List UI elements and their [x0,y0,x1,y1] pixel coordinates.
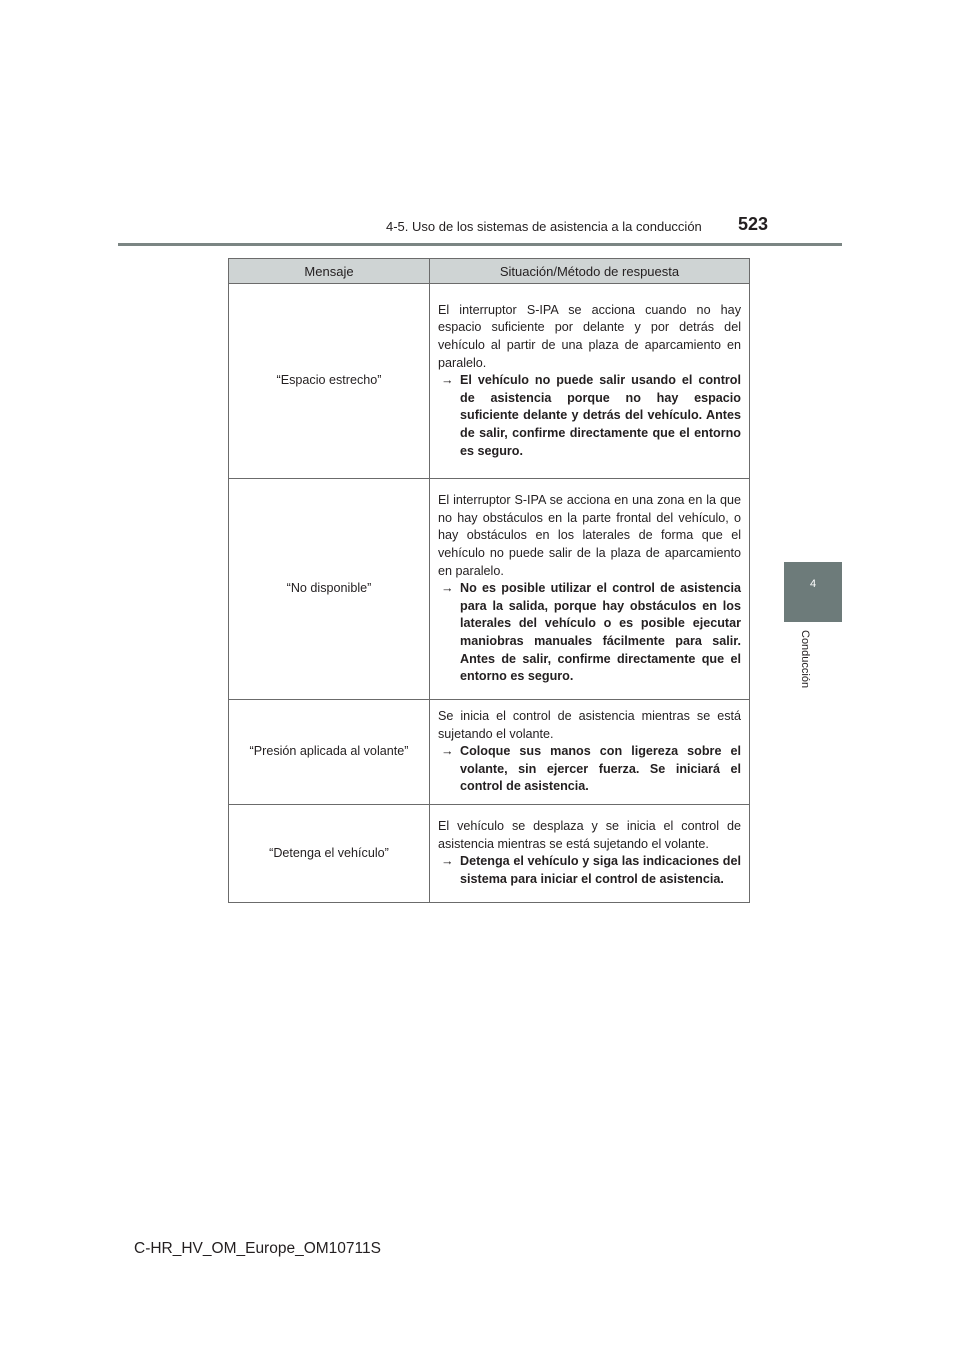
table-row [229,700,750,805]
arrow-icon: → [441,581,454,596]
table-header-row [229,259,750,284]
response-cell [430,479,750,700]
response-text: Coloque sus manos con ligereza sobre el volante, sin ejercer fuerza. Se iniciará el control de asistencia. [460,744,741,794]
response-instruction [438,853,741,888]
chapter-number: 4 [809,578,817,590]
situation-text: Se inicia el control de asistencia mientras se está sujetando el volante. [438,709,741,741]
situation-text: El vehículo se desplaza y se inicia el control de asistencia mientras se está sujetando el volante. [438,819,741,851]
table-row [229,284,750,479]
column-header-response: Situación/Método de respuesta [430,259,750,284]
response-instruction [438,372,741,460]
column-header-message: Mensaje [229,259,430,284]
page-number: 523 [738,214,769,234]
response-text: El vehículo no puede salir usando el control de asistencia porque no hay espacio suficiente delante y detrás del vehículo. Antes de salir, confirme directamente que el entorno es seguro. [460,373,741,458]
arrow-icon: → [441,744,454,759]
document-code: C-HR_HV_OM_Europe_OM10711S [134,1240,381,1257]
response-cell [430,284,750,479]
message-cell: “Presión aplicada al volante” [229,700,430,805]
table-row [229,479,750,700]
arrow-icon: → [441,854,454,869]
response-cell [430,700,750,805]
response-instruction [438,743,741,796]
response-text: No es posible utilizar el control de asistencia para la salida, porque hay obstáculos en los laterales del vehículo o es posible ejecutar maniobras manuales fácilmente para salir. Antes de salir, confirme directamente que el entorno es seguro. [460,581,741,684]
response-cell [430,804,750,902]
situation-text: El interruptor S-IPA se acciona cuando no hay espacio suficiente por delante y por detrás del vehículo al partir de una plaza de aparcamiento en paralelo. [438,302,741,370]
message-cell: “Detenga el vehículo” [229,804,430,902]
section-title: 4-5. Uso de los sistemas de asistencia a la conducción [386,219,702,234]
message-cell: “No disponible” [229,479,430,700]
message-cell: “Espacio estrecho” [229,284,430,479]
arrow-icon: → [441,373,454,388]
chapter-label: Conducción [799,630,811,689]
situation-text: El interruptor S-IPA se acciona en una zona en la que no hay obstáculos en la parte frontal del vehículo, o hay obstáculos en los laterales de forma que el vehículo no puede salir de la plaza de aparcamiento en paralelo. [438,493,741,578]
header-divider [118,243,842,246]
response-instruction [438,580,741,686]
chapter-tab [784,562,842,622]
response-text: Detenga el vehículo y siga las indicaciones del sistema para iniciar el control de asistencia. [460,854,741,887]
table-row [229,804,750,902]
message-table [228,258,750,903]
